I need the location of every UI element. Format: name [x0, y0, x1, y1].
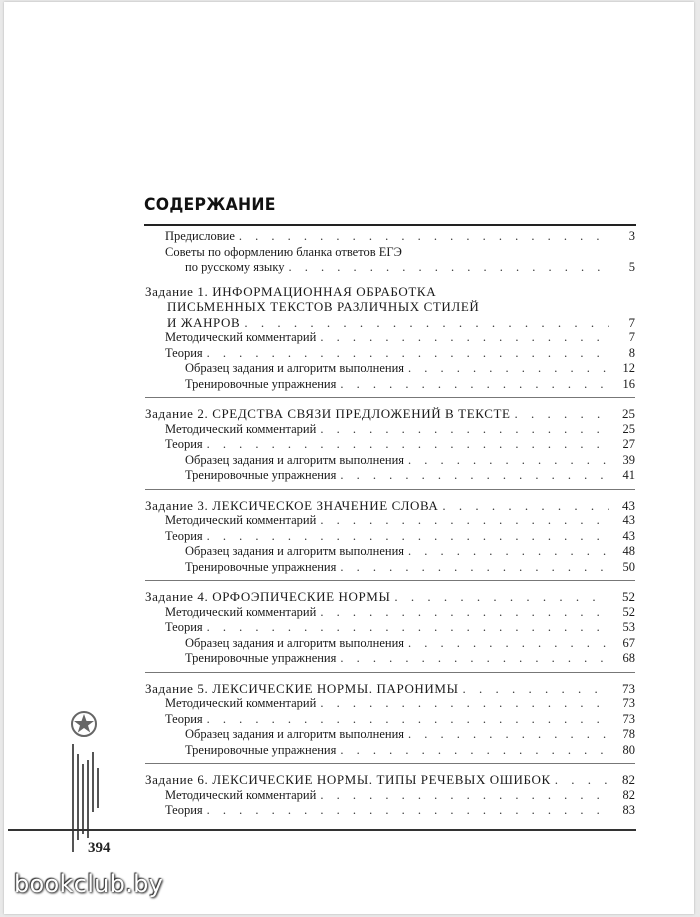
toc-subentry-page: 25: [622, 421, 635, 436]
toc-subentry-page: 8: [628, 345, 635, 360]
toc-entry-advice: [145, 260, 635, 276]
toc-entry-title: Предисловие: [165, 229, 235, 243]
toc-subentry-title: Тренировочные упражнения: [185, 742, 337, 757]
task-heading: [145, 772, 635, 788]
toc-subentry-title: Методический комментарий: [165, 421, 317, 436]
toc-subentry: [145, 468, 635, 484]
task-heading: [145, 315, 635, 331]
toc-subentry-title: Теория: [165, 528, 203, 543]
task-title: Задание 3. ЛЕКСИЧЕСКОЕ ЗНАЧЕНИЕ СЛОВА: [145, 497, 439, 513]
task-title: Задание 2. СРЕДСТВА СВЯЗИ ПРЕДЛОЖЕНИЙ В ТЕКСТЕ: [145, 406, 511, 421]
dot-leader: [207, 712, 609, 728]
dot-leader: [288, 260, 609, 276]
toc-subentry-page: 67: [622, 635, 635, 650]
toc-subentry: [145, 422, 635, 438]
task-title: Задание 5. ЛЕКСИЧЕСКИЕ НОРМЫ. ПАРОНИМЫ: [145, 680, 459, 696]
task-heading: [145, 406, 635, 422]
table-of-contents: [145, 229, 635, 819]
dot-leader: [244, 315, 609, 331]
book-page: [4, 2, 694, 914]
toc-subentry: [145, 437, 635, 453]
dot-leader: [320, 696, 609, 712]
toc-subentry-page: 68: [622, 651, 635, 665]
toc-subentry: [145, 453, 635, 469]
section-divider: [145, 580, 635, 581]
task-heading-line: ПИСЬМЕННЫХ ТЕКСТОВ РАЗЛИЧНЫХ СТИЛЕЙ: [167, 299, 480, 314]
section-divider: [145, 489, 635, 490]
dot-leader: [340, 651, 609, 667]
dot-leader: [207, 529, 609, 545]
dot-leader: [207, 620, 609, 636]
toc-subentry: [145, 346, 635, 362]
dot-leader: [320, 605, 609, 621]
toc-subentry-page: 12: [622, 361, 635, 375]
dot-leader: [340, 468, 609, 484]
toc-subentry: [145, 727, 635, 743]
toc-subentry-title: Образец задания и алгоритм выполнения: [185, 727, 405, 741]
toc-subentry-title: Теория: [165, 345, 203, 360]
toc-subentry-page: 78: [622, 727, 635, 741]
watermark: bookclub.by: [14, 870, 164, 898]
toc-subentry-page: 39: [622, 452, 635, 467]
dot-leader: [320, 330, 609, 346]
dot-leader: [320, 513, 609, 529]
footer-rule: [8, 829, 636, 831]
toc-entry-title: Советы по оформлению бланка ответов ЕГЭ: [165, 244, 402, 259]
toc-subentry-title: Теория: [165, 803, 203, 817]
toc-entry-page: 5: [628, 260, 635, 274]
dot-leader: [408, 727, 609, 743]
toc-subentry-title: Теория: [165, 437, 203, 451]
toc-subentry-page: 43: [622, 513, 635, 527]
toc-subentry-page: 41: [622, 468, 635, 482]
task-sections: [145, 284, 635, 819]
toc-subentry-page: 27: [622, 437, 635, 451]
toc-subentry: [145, 636, 635, 652]
toc-subentry-title: Методический комментарий: [165, 696, 317, 710]
toc-subentry-page: 43: [622, 528, 635, 543]
toc-subentry-title: Тренировочные упражнения: [185, 468, 337, 482]
dot-leader: [207, 346, 609, 362]
dot-leader: [515, 406, 609, 422]
toc-subentry: [145, 788, 635, 804]
section-divider: [145, 763, 635, 764]
toc-subentry-title: Образец задания и алгоритм выполнения: [185, 361, 405, 375]
toc-subentry-page: 50: [622, 559, 635, 574]
dot-leader: [408, 453, 609, 469]
task-page: 7: [628, 314, 635, 330]
toc-subentry: [145, 696, 635, 712]
toc-subentry: [145, 529, 635, 545]
toc-entry-preface: [145, 229, 635, 245]
task-heading: [145, 681, 635, 697]
toc-subentry-page: 73: [622, 711, 635, 726]
task-page: 73: [622, 680, 635, 696]
toc-subentry-title: Образец задания и алгоритм выполнения: [185, 635, 405, 650]
toc-subentry: [145, 605, 635, 621]
dot-leader: [320, 788, 609, 804]
toc-subentry-title: Тренировочные упражнения: [185, 376, 337, 391]
toc-subentry-page: 48: [622, 544, 635, 558]
toc-subentry-title: Теория: [165, 620, 203, 634]
toc-subentry-title: Тренировочные упражнения: [185, 559, 337, 574]
dot-leader: [239, 229, 609, 245]
task-page: 25: [622, 406, 635, 421]
dot-leader: [340, 560, 609, 576]
task-page: 52: [622, 589, 635, 604]
task-title: Задание 4. ОРФОЭПИЧЕСКИЕ НОРМЫ: [145, 589, 391, 604]
toc-subentry: [145, 377, 635, 393]
toc-subentry-title: Методический комментарий: [165, 330, 317, 344]
toc-entry-title-continued: по русскому языку: [185, 260, 285, 274]
task-heading: [145, 589, 635, 605]
dot-leader: [463, 681, 609, 697]
dot-leader: [340, 377, 609, 393]
toc-subentry: [145, 620, 635, 636]
dot-leader: [394, 589, 609, 605]
task-heading: [145, 498, 635, 514]
dot-leader: [408, 361, 609, 377]
page-title: СОДЕРЖАНИЕ: [144, 195, 276, 215]
decorative-ornament-icon: [62, 702, 106, 862]
dot-leader: [408, 636, 609, 652]
title-divider: [144, 224, 636, 226]
toc-subentry-title: Теория: [165, 711, 203, 726]
dot-leader: [442, 498, 609, 514]
toc-subentry-title: Методический комментарий: [165, 513, 317, 527]
toc-subentry-title: Методический комментарий: [165, 787, 317, 802]
toc-subentry-page: 83: [622, 803, 635, 817]
section-divider: [145, 672, 635, 673]
toc-subentry: [145, 330, 635, 346]
page-number: 394: [88, 840, 111, 856]
dot-leader: [555, 772, 609, 788]
toc-subentry: [145, 651, 635, 667]
dot-leader: [207, 803, 609, 819]
toc-subentry-page: 52: [622, 604, 635, 619]
toc-subentry-title: Методический комментарий: [165, 604, 317, 619]
dot-leader: [408, 544, 609, 560]
toc-subentry-title: Образец задания и алгоритм выполнения: [185, 544, 405, 558]
toc-subentry: [145, 544, 635, 560]
task-page: 43: [622, 497, 635, 513]
task-title: И ЖАНРОВ: [167, 314, 241, 330]
toc-subentry-page: 16: [622, 376, 635, 391]
toc-subentry-page: 82: [622, 787, 635, 802]
toc-subentry-title: Образец задания и алгоритм выполнения: [185, 452, 405, 467]
dot-leader: [320, 422, 609, 438]
toc-entry-page: 3: [628, 229, 635, 243]
toc-subentry-title: Тренировочные упражнения: [185, 651, 337, 665]
toc-subentry: [145, 513, 635, 529]
section-divider: [145, 397, 635, 398]
toc-subentry: [145, 361, 635, 377]
toc-subentry-page: 73: [622, 696, 635, 710]
toc-subentry: [145, 803, 635, 819]
dot-leader: [207, 437, 609, 453]
toc-subentry-page: 80: [622, 742, 635, 757]
toc-subentry: [145, 560, 635, 576]
toc-subentry-page: 7: [628, 330, 635, 344]
dot-leader: [340, 743, 609, 759]
task-heading-line: Задание 1. ИНФОРМАЦИОННАЯ ОБРАБОТКА: [145, 283, 437, 299]
toc-subentry-page: 53: [622, 620, 635, 634]
toc-subentry: [145, 712, 635, 728]
task-page: 82: [622, 772, 635, 787]
task-title: Задание 6. ЛЕКСИЧЕСКИЕ НОРМЫ. ТИПЫ РЕЧЕВЫХ ОШИБОК: [145, 772, 551, 787]
toc-subentry: [145, 743, 635, 759]
